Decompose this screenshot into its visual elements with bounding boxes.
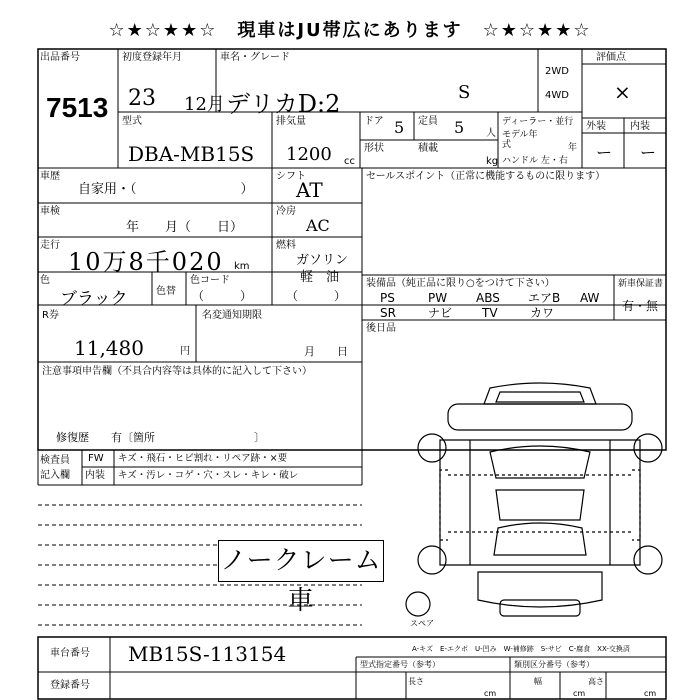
displacement-unit: cc	[344, 156, 355, 167]
lot-number: 7513	[46, 92, 109, 123]
shift-label: シフト	[276, 171, 306, 182]
sheet-header: ☆★☆★★☆ 現車はJU帯広にあります ☆★☆★★☆	[108, 20, 592, 41]
equip-pw: PW	[428, 291, 448, 305]
equip-aw: AW	[580, 291, 600, 305]
capacity-label: 定員	[418, 116, 438, 127]
color-value: ブラック	[60, 289, 128, 309]
shape-label: 形状	[364, 143, 384, 154]
fuel-gasoline: ガソリン	[296, 253, 349, 268]
options-label: 後日品	[366, 323, 396, 334]
chassis-number: MB15S-113154	[128, 642, 287, 666]
load-label: 積載	[418, 143, 438, 154]
fuel-paren: （ ）	[286, 289, 347, 303]
warranty-label: 新車保証書	[618, 279, 664, 289]
width-unit: cm	[573, 689, 586, 698]
inspection-value: 年 月（ 日）	[126, 220, 244, 235]
evaluation-label: 評価点	[596, 52, 626, 63]
chassis-label: 車台番号	[50, 648, 90, 659]
color-label: 色	[40, 275, 50, 286]
inspector-fw: FW	[88, 453, 104, 464]
equip-airbag: エアB	[528, 291, 561, 305]
aircon-label: 冷房	[276, 206, 296, 217]
mileage-label: 走行	[40, 240, 60, 251]
length-label: 長さ	[408, 677, 424, 686]
damage-legend: A-キズ E-エクボ U-凹み W-補修跡 S-サビ C-腐食 XX-交換済	[412, 645, 630, 653]
equip-ps: PS	[380, 291, 395, 305]
notes-label: 注意事項申告欄（不具合内容等は具体的に記入して下さい）	[42, 366, 312, 377]
history-label: 車歴	[40, 171, 60, 182]
evaluation-score: ×	[614, 80, 631, 104]
type-label: 型式	[122, 116, 142, 127]
width-label: 幅	[534, 677, 542, 686]
exterior-label: 外装	[586, 121, 606, 132]
inspector-label: 検査員	[40, 455, 70, 466]
color-change-label: 色替	[156, 286, 176, 297]
color-code-label: 色コード	[190, 275, 230, 286]
inspector-fw-text: キズ・飛石・ヒビ割れ・リペア跡・×要	[118, 453, 288, 464]
name-change-value: 月 日	[304, 345, 348, 358]
interior-label: 内装	[630, 121, 650, 132]
capacity-unit: 人	[486, 128, 496, 139]
equip-abs: ABS	[476, 291, 500, 305]
type-value: DBA-MB15S	[128, 142, 255, 166]
model-year-label: モデル年式	[502, 130, 538, 150]
recycle-value: 11,480	[74, 336, 144, 360]
inspector-int: 内装	[85, 470, 105, 481]
sales-point-label: セールスポイント（正常に機能するものに限ります）	[366, 171, 606, 182]
exterior-value: ー	[596, 143, 613, 162]
interior-value: ー	[640, 143, 657, 162]
equip-navi: ナビ	[428, 306, 453, 320]
mileage-value: 10万8千020	[68, 248, 224, 276]
load-unit: kg	[486, 156, 499, 167]
warranty-value: 有・無	[622, 299, 659, 313]
color-code-paren: （ ）	[192, 289, 253, 303]
repair-history: 修復歴 有〔箇所 〕	[56, 431, 265, 444]
recycle-label: R券	[42, 310, 59, 321]
model-year-unit: 年	[568, 143, 578, 153]
inspector-entry-label: 記入欄	[40, 470, 70, 481]
recycle-unit: 円	[180, 346, 190, 357]
first-reg-label: 初度登録年月	[122, 52, 182, 63]
history-value: 自家用・（ ）	[78, 182, 254, 197]
aircon-value: AC	[306, 216, 330, 235]
shift-value: AT	[296, 178, 323, 202]
fuel-label: 燃料	[276, 240, 296, 251]
displacement-value: 1200	[286, 144, 332, 165]
no-claim-stamp: ノークレーム車	[218, 540, 384, 582]
displacement-label: 排気量	[276, 116, 306, 127]
model-name: デリカD:2	[226, 90, 341, 118]
mileage-unit: km	[234, 261, 250, 272]
inspection-label: 車検	[40, 206, 60, 217]
class-number-label: 類別区分番号（参考）	[514, 660, 594, 669]
name-change-label: 名変通知期限	[202, 310, 262, 321]
equipment-label: 装備品（純正品に限り○をつけて下さい）	[366, 278, 555, 289]
dealer-label: ディーラー・並行	[502, 117, 574, 127]
cert-number-label: 型式指定番号（参考）	[360, 660, 440, 669]
registration-label: 登録番号	[50, 680, 90, 691]
door-label: ドア	[364, 116, 384, 127]
car-diagram	[406, 383, 662, 616]
fuel-diesel: 軽 油	[300, 270, 340, 285]
equip-sr: SR	[380, 306, 396, 320]
height-label: 高さ	[588, 677, 604, 686]
equip-leather: カワ	[530, 306, 555, 320]
model-grade: S	[458, 82, 471, 103]
wd4-label: 4WD	[545, 90, 569, 101]
equip-tv: TV	[482, 306, 498, 320]
door-value: 5	[394, 118, 405, 137]
lot-label: 出品番号	[40, 52, 80, 63]
handle-label: ハンドル 左・右	[502, 156, 568, 166]
length-unit: cm	[484, 689, 497, 698]
spare-label: スペア	[410, 619, 434, 628]
model-label: 車名・グレード	[220, 52, 290, 63]
inspector-int-text: キズ・汚レ・コゲ・穴・スレ・キレ・破レ	[118, 470, 299, 481]
first-reg-year: 23	[128, 86, 156, 111]
height-unit: cm	[644, 689, 657, 698]
wd2-label: 2WD	[545, 66, 569, 77]
first-reg-month: 12月	[184, 94, 225, 115]
capacity-value: 5	[454, 118, 465, 137]
